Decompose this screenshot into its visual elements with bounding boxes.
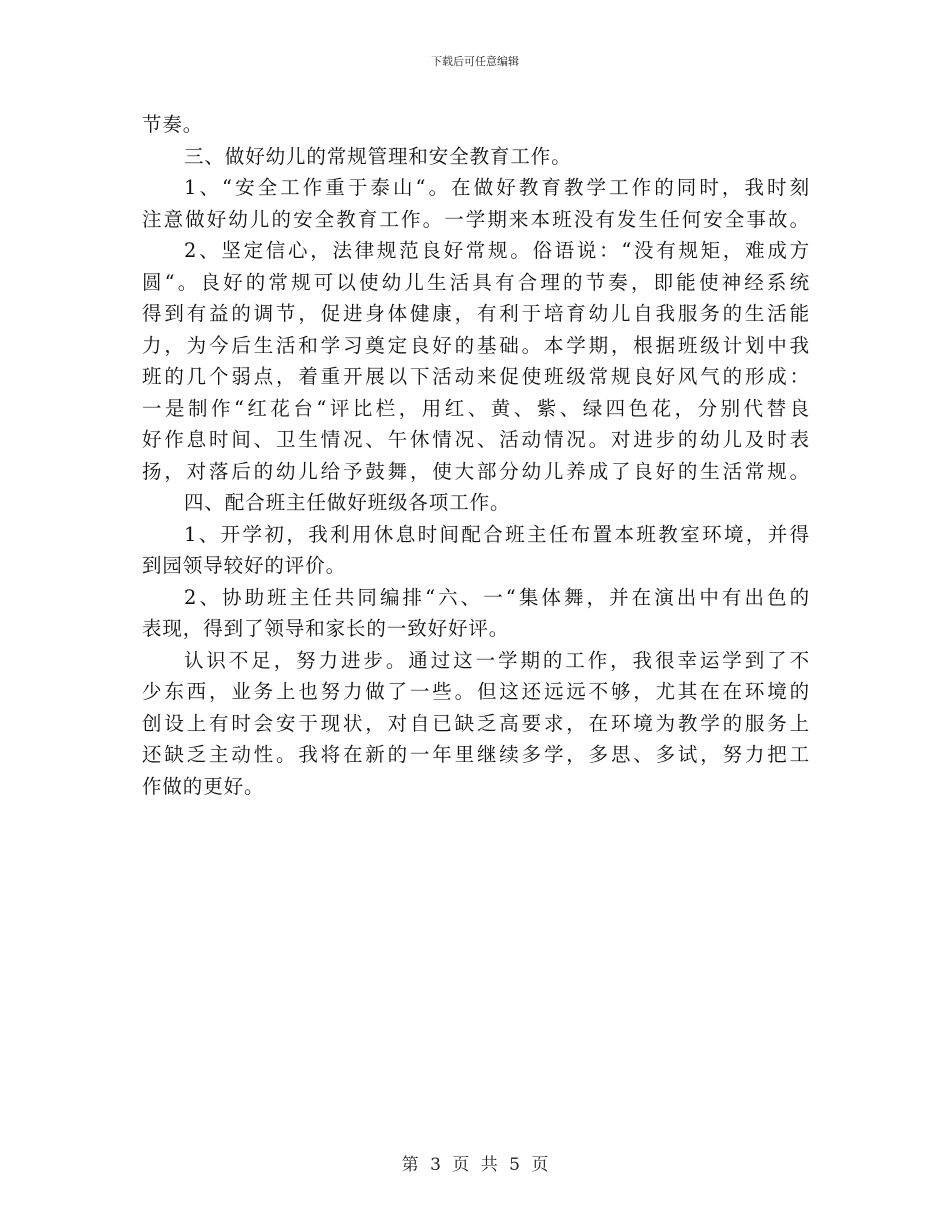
text-line: 少东西，业务上也努力做了一些。但这还远远不够，尤其在在环境的 (142, 680, 810, 703)
text-line: 力，为今后生活和学习奠定良好的基础。本学期，根据班级计划中我 (142, 333, 810, 357)
page-number-footer: 第 3 页 共 5 页 (401, 1155, 549, 1175)
text-line: 四、配合班主任做好班级各项工作。 (184, 491, 511, 514)
text-line: 三、做好幼儿的常规管理和安全教育工作。 (184, 144, 572, 168)
text-line: 还缺乏主动性。我将在新的一年里继续多学，多思、多试，努力把工 (142, 743, 810, 766)
text-line: 班的几个弱点，着重开展以下活动来促使班级常规良好风气的形成： (142, 365, 810, 388)
document-body (142, 109, 810, 802)
text-line: 作做的更好。 (142, 774, 265, 798)
text-line: 扬，对落后的幼儿给予鼓舞，使大部分幼儿养成了良好的生活常规。 (142, 459, 810, 483)
text-line: 注意做好幼儿的安全教育工作。一学期来本班没有发生任何安全事故。 (142, 207, 810, 231)
text-line: 得到有益的调节，促进身体健康，有利于培育幼儿自我服务的生活能 (142, 302, 810, 325)
text-line: 好作息时间、卫生情况、午休情况、活动情况。对进步的幼儿及时表 (142, 428, 810, 451)
text-line: 表现，得到了领导和家长的一致好好评。 (142, 617, 510, 640)
text-line: 1、开学初，我利用休息时间配合班主任布置本班教室环境，并得 (184, 522, 810, 546)
text-line: 2、坚定信心，法律规范良好常规。俗语说：“没有规矩，难成方 (184, 239, 810, 262)
text-line: 到园领导较好的评价。 (142, 554, 347, 577)
page-header: 下载后可任意编辑 (431, 55, 519, 68)
text-line: 创设上有时会安于现状，对自已缺乏高要求，在环境为教学的服务上 (142, 711, 810, 735)
text-line: 2、协助班主任共同编排“六、一“集体舞，并在演出中有出色的 (184, 585, 810, 609)
text-line: 认识不足，努力进步。通过这一学期的工作，我很幸运学到了不 (184, 648, 810, 672)
text-line: 节奏。 (142, 113, 204, 136)
text-line: 圆“。良好的常规可以使幼儿生活具有合理的节奏，即能使神经系统 (142, 270, 810, 294)
text-line: 1、“安全工作重于泰山“。在做好教育教学工作的同时，我时刻 (184, 176, 810, 199)
text-line: 一是制作“红花台“评比栏，用红、黄、紫、绿四色花，分别代替良 (142, 396, 810, 420)
